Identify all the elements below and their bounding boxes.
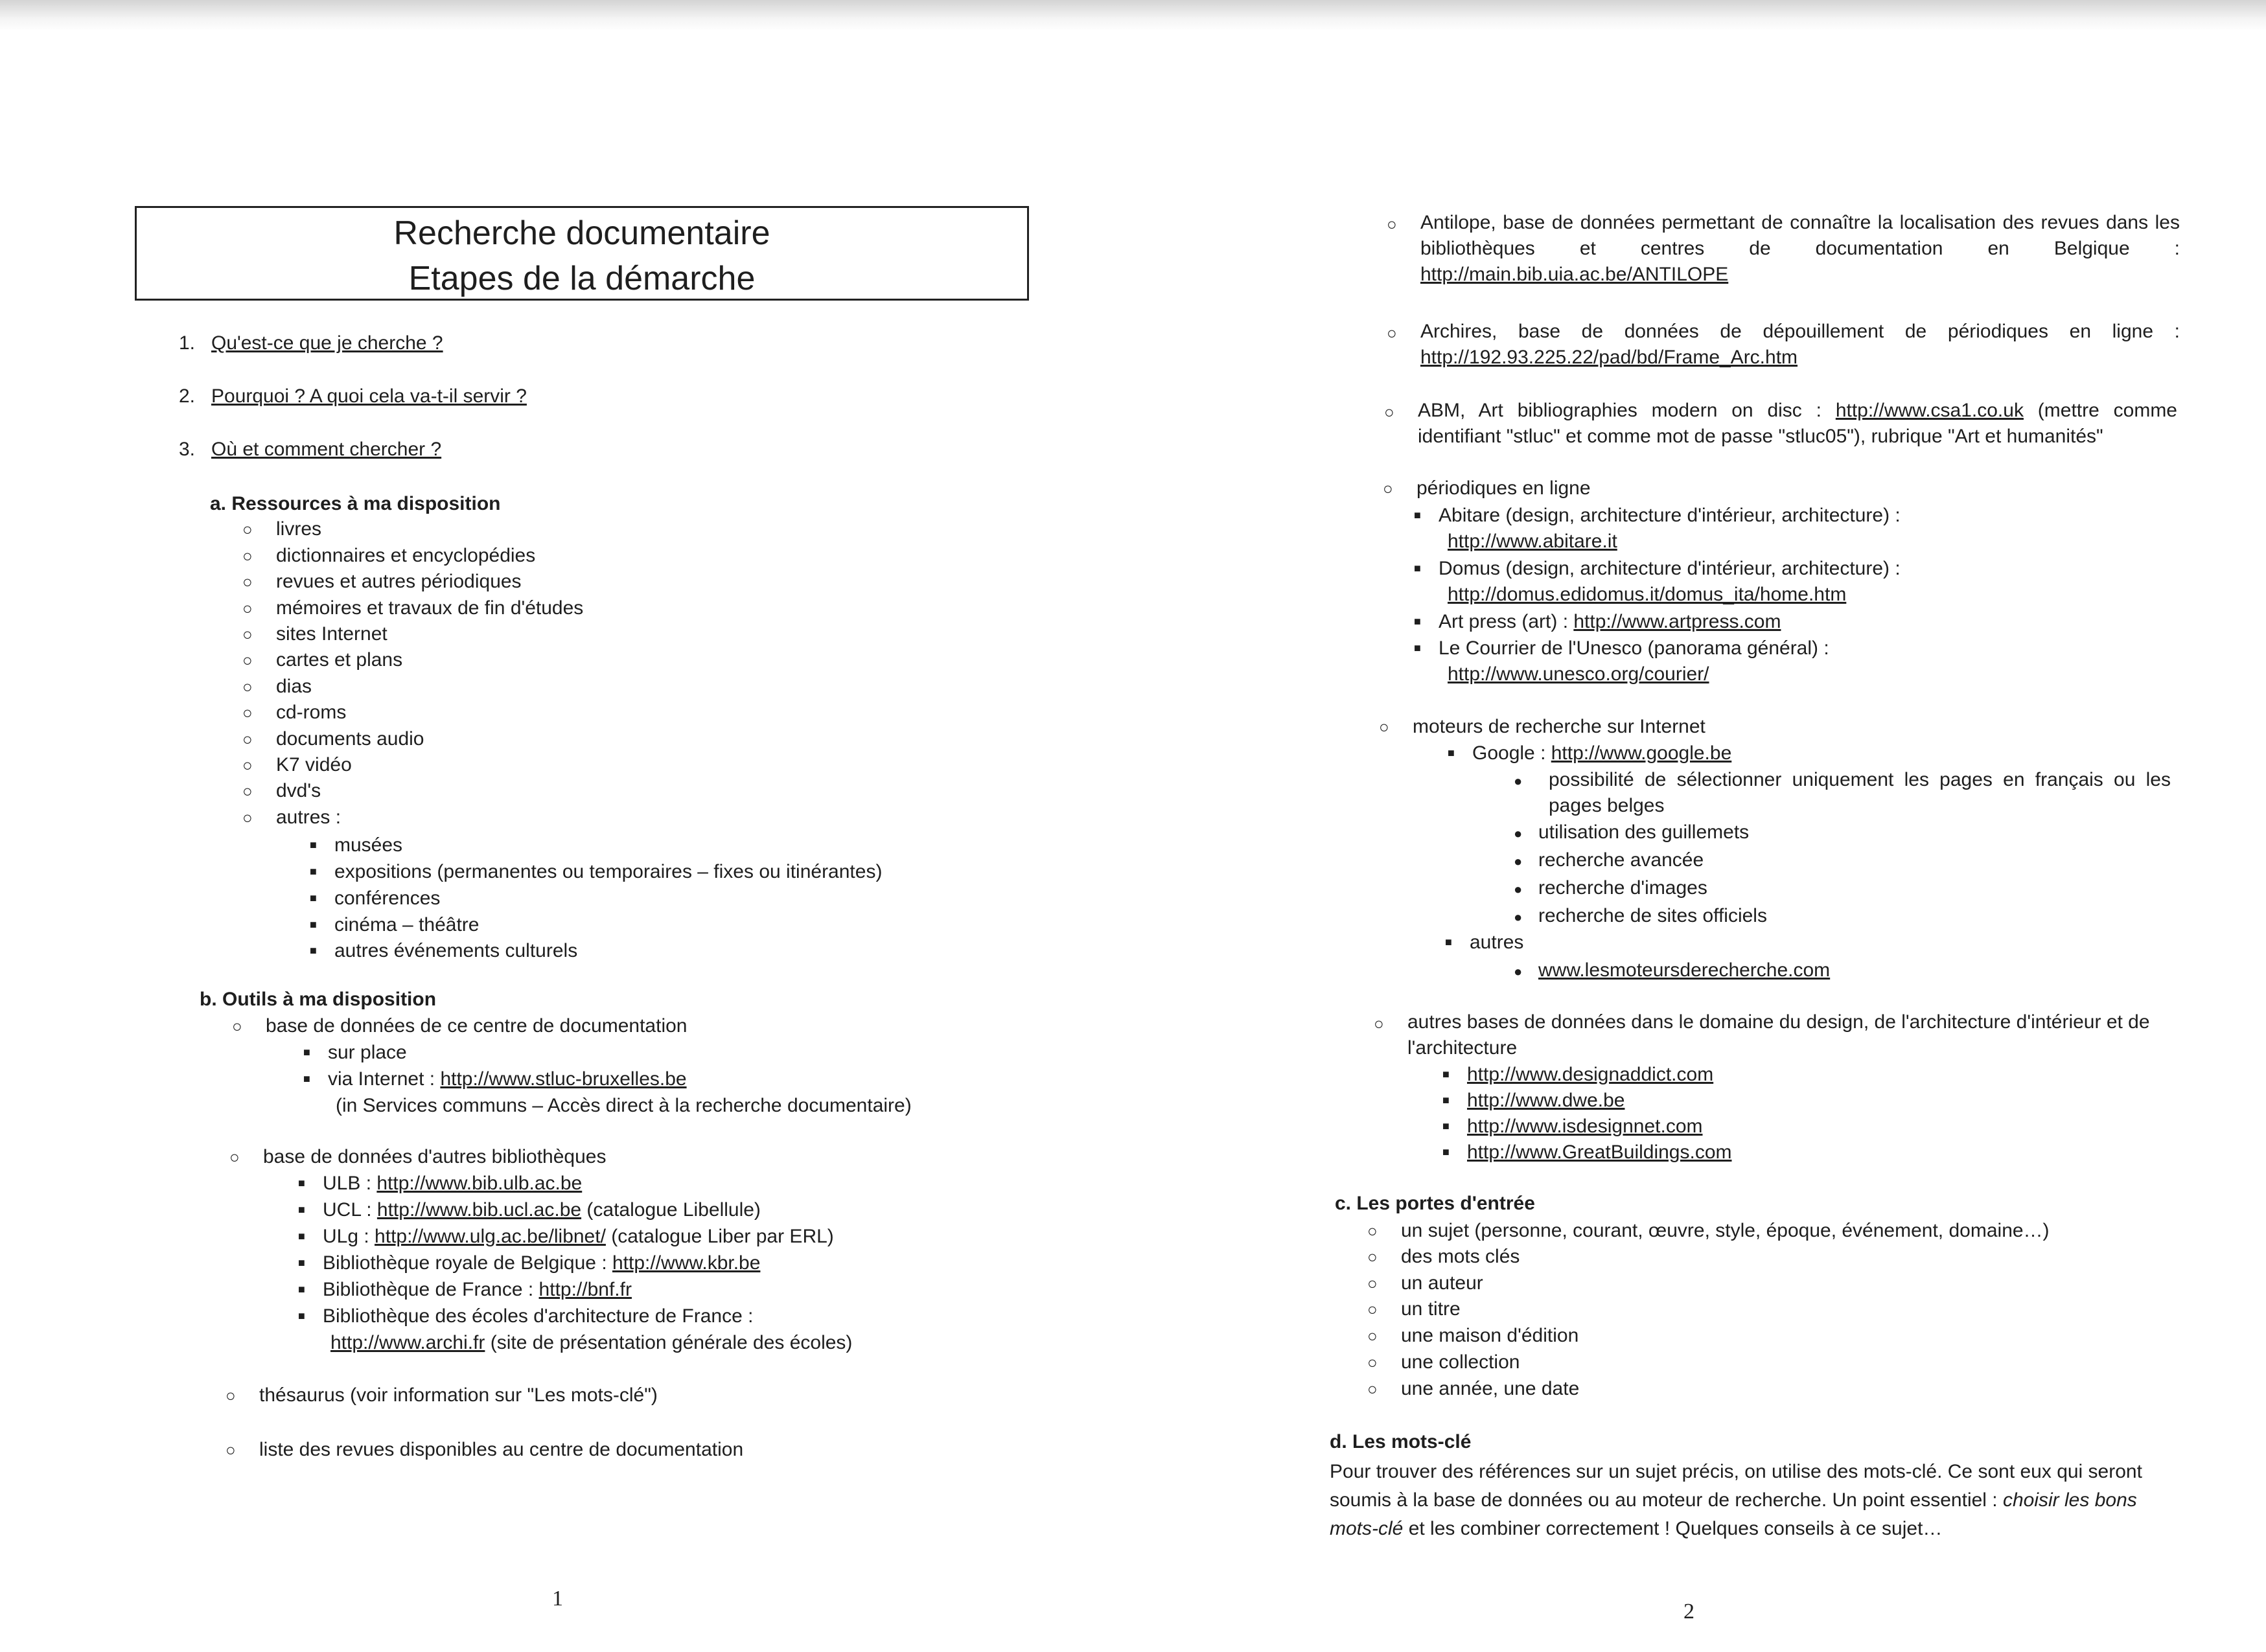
list-item: ■ Domus (design, architecture d'intérieur, architecture) : [1414, 558, 1901, 579]
section-b-heading: b. Outils à ma disposition [200, 989, 437, 1010]
bullet: ○ [1384, 402, 1394, 422]
list-item: ■ ULg : http://www.ulg.ac.be/libnet/ (catalogue Liber par ERL) [298, 1226, 834, 1247]
document-title-box [135, 206, 1029, 301]
artpress-link[interactable]: http://www.artpress.com [1573, 611, 1781, 632]
list-item: ○ des mots clés [1367, 1246, 1520, 1267]
list-item: ○ autres : [242, 807, 341, 828]
list-item: ● recherche de sites officiels [1514, 905, 1767, 926]
list-item: ■ via Internet : http://www.stluc-bruxelles.be [303, 1068, 687, 1090]
document-title: Recherche documentaire [393, 214, 770, 252]
list-item: autres bases de données dans le domaine du design, de l'architecture d'intérieur et de l'architecture [1407, 1011, 2150, 1059]
ucl-link[interactable]: http://www.bib.ucl.ac.be [376, 1199, 582, 1221]
list-item: ■ UCL : http://www.bib.ucl.ac.be (catalogue Libellule) [298, 1199, 761, 1221]
list-item: ■ Bibliothèque des écoles d'architecture de France : [298, 1305, 754, 1327]
list-item: ■ http://www.designaddict.com [1442, 1064, 1714, 1085]
google-link[interactable]: http://www.google.be [1551, 742, 1732, 764]
bullet: ○ [1387, 214, 1397, 234]
list-item: ■ Le Courrier de l'Unesco (panorama général) : [1414, 637, 1829, 659]
section-c-heading: c. Les portes d'entrée [1335, 1193, 1535, 1214]
moteurs-link[interactable]: www.lesmoteursderecherche.com [1538, 959, 1831, 981]
page-number: 2 [1683, 1600, 1694, 1623]
list-item: ○ cartes et plans [242, 649, 403, 671]
list-item: possibilité de sélectionner uniquement les pages en français ou les pages belges [1549, 769, 2171, 816]
list-item: ○ K7 vidéo [242, 754, 352, 775]
list-item: ■ Google : http://www.google.be [1448, 742, 1732, 764]
list-item: ○ dictionnaires et encyclopédies [242, 545, 536, 566]
abitare-link[interactable]: http://www.abitare.it [1448, 531, 1617, 552]
list-item: ■ expositions (permanentes ou temporaires – fixes ou itinérantes) [310, 861, 883, 882]
antilope-link[interactable]: http://main.bib.uia.ac.be/ANTILOPE [1420, 264, 1729, 285]
list-item: ○ un auteur [1367, 1272, 1483, 1294]
bnf-link[interactable]: http://bnf.fr [538, 1279, 632, 1300]
isdesignnet-link[interactable]: http://www.isdesignnet.com [1467, 1116, 1703, 1137]
section-d-paragraph: Pour trouver des références sur un sujet précis, on utilise des mots-clé. Ce sont eux qui seront soumis à la base de données ou au moteur de recherche. Un point essentiel : choisir les bons mots-clé et les combiner correctement ! Quelques conseils à ce sujet… [1330, 1461, 2142, 1539]
list-item-note: (in Services communs – Accès direct à la recherche documentaire) [336, 1095, 912, 1116]
section-d-heading: d. Les mots-clé [1330, 1431, 1472, 1452]
list-item: ○ une maison d'édition [1367, 1325, 1579, 1346]
abm-entry: ABM, Art bibliographies modern on disc : http://www.csa1.co.uk (mettre comme identifiant "stluc" et comme mot de passe "stluc05"), rubrique "Art et humanités" [1418, 400, 2177, 447]
list-item-note: http://www.archi.fr (site de présentation générale des écoles) [330, 1332, 853, 1353]
question-1: 1. Qu'est-ce que je cherche ? [179, 332, 443, 354]
designaddict-link[interactable]: http://www.designaddict.com [1467, 1064, 1714, 1085]
list-item: ○ base de données de ce centre de documentation [232, 1015, 688, 1037]
list-item-link [1448, 582, 1846, 608]
list-item: ■ conférences [310, 888, 441, 909]
list-item: ■ sur place [303, 1042, 407, 1063]
question-2: 2. Pourquoi ? A quoi cela va-t-il servir ? [179, 385, 527, 407]
list-item: ■ Abitare (design, architecture d'intérieur, architecture) : [1414, 505, 1901, 526]
ulb-link[interactable]: http://www.bib.ulb.ac.be [376, 1173, 583, 1194]
list-item: ○ livres [242, 518, 322, 540]
list-item: ○ un sujet (personne, courant, œuvre, style, époque, événement, domaine…) [1367, 1220, 2050, 1241]
dwe-link[interactable]: http://www.dwe.be [1467, 1090, 1625, 1111]
greatbuildings-link[interactable]: http://www.GreatBuildings.com [1467, 1141, 1732, 1163]
list-item: ■ http://www.dwe.be [1442, 1090, 1625, 1111]
list-item: ■ musées [310, 834, 403, 856]
list-item: ■ ULB : http://www.bib.ulb.ac.be [298, 1173, 583, 1194]
page-left [130, 0, 1063, 1652]
emphasis-text: choisir les bons mots-clé [1330, 1489, 2137, 1539]
list-item: ○ dias [242, 676, 312, 697]
list-item: ○ une année, une date [1367, 1378, 1580, 1399]
page-right [1315, 0, 2180, 1652]
archires-link[interactable]: http://192.93.225.22/pad/bd/Frame_Arc.htm [1420, 347, 1798, 368]
list-item: ○ un titre [1367, 1298, 1461, 1320]
archi-link[interactable]: http://www.archi.fr [330, 1332, 485, 1353]
list-item: ■ http://www.GreatBuildings.com [1442, 1141, 1732, 1163]
section-a-heading: a. Ressources à ma disposition [210, 493, 501, 514]
list-item: ○ une collection [1367, 1351, 1520, 1373]
list-item: ○ base de données d'autres bibliothèques [229, 1146, 607, 1167]
list-item: ■ autres événements culturels [310, 940, 578, 961]
list-item: ○ moteurs de recherche sur Internet [1379, 716, 1705, 737]
stluc-link[interactable]: http://www.stluc-bruxelles.be [440, 1068, 687, 1090]
antilope-entry: Antilope, base de données permettant de connaître la localisation des revues dans les bibliothèques et centres de documentation en Belgique : http://main.bib.uia.ac.be/ANTILOPE [1420, 212, 2180, 285]
list-item: ■ Bibliothèque royale de Belgique : http://www.kbr.be [298, 1252, 761, 1274]
list-item: ■ cinéma – théâtre [310, 914, 480, 935]
list-item: ○ mémoires et travaux de fin d'études [242, 597, 584, 619]
ulg-link[interactable]: http://www.ulg.ac.be/libnet/ [375, 1226, 606, 1247]
list-item: ○ périodiques en ligne [1383, 477, 1591, 499]
list-item: ○ liste des revues disponibles au centre de documentation [225, 1439, 744, 1460]
kbr-link[interactable]: http://www.kbr.be [612, 1252, 761, 1274]
page-number: 1 [552, 1587, 563, 1611]
list-item: ● recherche avancée [1514, 849, 1704, 871]
list-item: ■ autres [1445, 932, 1524, 953]
list-item: ■ Art press (art) : http://www.artpress.com [1414, 611, 1781, 632]
list-item: ○ documents audio [242, 728, 424, 750]
bullet: ○ [1387, 323, 1397, 343]
list-item: ○ thésaurus (voir information sur "Les mots-clé") [225, 1384, 658, 1406]
question-3: 3. Où et comment chercher ? [179, 439, 442, 460]
list-item: ● www.lesmoteursderecherche.com [1514, 959, 1831, 981]
csa-link[interactable]: http://www.csa1.co.uk [1835, 400, 2024, 421]
list-item: ■ http://www.isdesignnet.com [1442, 1116, 1703, 1137]
list-item: ● utilisation des guillemets [1514, 821, 1750, 843]
bullet: ● [1514, 773, 1523, 789]
unesco-link[interactable]: http://www.unesco.org/courier/ [1448, 663, 1709, 685]
bullet: ○ [1374, 1014, 1384, 1033]
list-item: ○ revues et autres périodiques [242, 571, 522, 592]
document-subtitle: Etapes de la démarche [408, 260, 756, 297]
domus-link[interactable]: http://domus.edidomus.it/domus_ita/home.htm [1448, 584, 1847, 605]
archires-entry: Archires, base de données de dépouillement de périodiques en ligne : http://192.93.225.22/pad/bd/Frame_Arc.htm [1420, 321, 2180, 368]
list-item: ○ cd-roms [242, 702, 347, 723]
list-item: ● recherche d'images [1514, 877, 1707, 899]
list-item-link [1448, 529, 1617, 555]
list-item-link [1448, 661, 1709, 687]
list-item: ○ dvd's [242, 780, 321, 801]
list-item: ○ sites Internet [242, 623, 387, 645]
list-item: ■ Bibliothèque de France : http://bnf.fr [298, 1279, 632, 1300]
